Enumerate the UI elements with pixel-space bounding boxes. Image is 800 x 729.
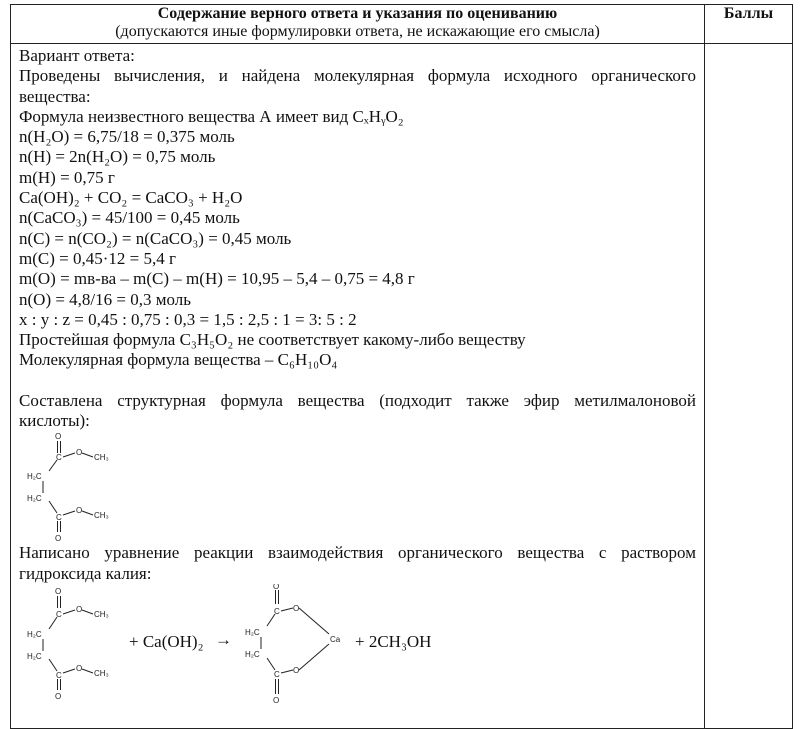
structural-formula: [19, 431, 696, 543]
variant-label: Вариант ответа:: [19, 46, 135, 65]
calc-line: Простейшая формула C₃H₅O₂ не соответствует какому-либо веществу: [19, 330, 526, 350]
atom-label: H₂C: [245, 649, 260, 659]
atom-label: O: [55, 691, 62, 701]
table-header-row: [11, 5, 793, 44]
atom-label: H₂C: [27, 494, 42, 504]
reaction-arrow: →: [215, 629, 232, 649]
atom-label: O: [55, 534, 62, 544]
atom-label: O: [76, 663, 83, 673]
calc-line: n(O) = 4,8/16 = 0,3 моль: [19, 289, 192, 309]
atom-label: C: [274, 606, 280, 616]
answer-content-cell: [11, 44, 705, 729]
atom-label: O: [76, 448, 83, 458]
atom-label: O: [76, 604, 83, 614]
atom-label: O: [293, 665, 300, 675]
calc-line: Ca(OH)₂ + CO₂ = CaCO₃ + H₂O: [19, 188, 243, 208]
atom-label: H₂C: [27, 472, 42, 482]
reaction-equation: [19, 584, 696, 704]
atom-label: O: [55, 586, 62, 596]
header-subtitle: (допускаются иные формулировки ответа, не искажающие его смысла): [115, 23, 600, 40]
calc-line: Молекулярная формула вещества – C₆H₁₀O₄: [19, 350, 338, 370]
formula-a: CₓHᵧO₂: [352, 106, 404, 126]
diester-structure-svg: [19, 431, 139, 543]
atom-label: C: [56, 453, 62, 463]
atom-label: CH₃: [94, 668, 109, 678]
atom-label: C: [56, 609, 62, 619]
atom-label: CH₃: [94, 609, 109, 619]
grading-table: [10, 4, 793, 729]
calc-line: n(H₂O) = 6,75/18 = 0,375 моль: [19, 127, 235, 147]
atom-label: C: [56, 670, 62, 680]
structure-line-1: Составлена структурная формула вещества (подходит также эфир метилмалоновой: [19, 390, 696, 410]
atom-label: Ca: [330, 634, 341, 644]
atom-label: H₂C: [27, 651, 42, 661]
atom-label: H₂C: [27, 629, 42, 639]
header-score-label: Баллы: [723, 5, 774, 22]
atom-label: O: [76, 506, 83, 516]
table-content-row: [11, 44, 793, 729]
calc-line: m(C) = 0,45·12 = 5,4 г: [19, 248, 176, 268]
atom-label: C: [274, 669, 280, 679]
product-methanol: + 2CH₃OH: [355, 631, 432, 651]
atom-label: O: [273, 695, 280, 704]
formula-a-prefix: Формула неизвестного вещества А имеет вид: [19, 106, 353, 126]
atom-label: CH₃: [94, 453, 109, 463]
calc-line: x : y : z = 0,45 : 0,75 : 0,3 = 1,5 : 2,5 : 1 = 3: 5 : 2: [19, 309, 357, 329]
intro-line-2: вещества:: [19, 86, 91, 106]
header-score-cell: [705, 5, 793, 44]
atom-label: O: [55, 432, 62, 442]
atom-label: H₂C: [245, 627, 260, 637]
reaction-line-1: Написано уравнение реакции взаимодействия органического вещества с раствором: [19, 543, 696, 563]
reagent-calcium-hydroxide: + Ca(OH)₂: [129, 631, 204, 651]
calc-line: m(H) = 0,75 г: [19, 167, 115, 187]
formula-a-line: [19, 107, 696, 127]
calc-line: m(O) = mв-ва – m(C) – m(H) = 10,95 – 5,4 – 0,75 = 4,8 г: [19, 269, 415, 289]
reaction-line-2: гидроксида калия:: [19, 563, 152, 583]
header-content-cell: [11, 5, 705, 44]
calc-line: n(C) = n(CO₂) = n(CaCO₃) = 0,45 моль: [19, 228, 292, 248]
header-title: Содержание верного ответа и указания по оцениванию: [157, 5, 558, 22]
intro-line-1: Проведены вычисления, и найдена молекулярная формула исходного органического: [19, 66, 696, 86]
atom-label: O: [293, 603, 300, 613]
calc-line: n(CaCO₃) = 45/100 = 0,45 моль: [19, 208, 240, 228]
atom-label: O: [273, 583, 280, 591]
structure-line-2: кислоты):: [19, 411, 90, 431]
calc-line: n(H) = 2n(H₂O) = 0,75 моль: [19, 147, 216, 167]
atom-label: C: [56, 513, 62, 523]
atom-label: CH₃: [94, 511, 109, 521]
